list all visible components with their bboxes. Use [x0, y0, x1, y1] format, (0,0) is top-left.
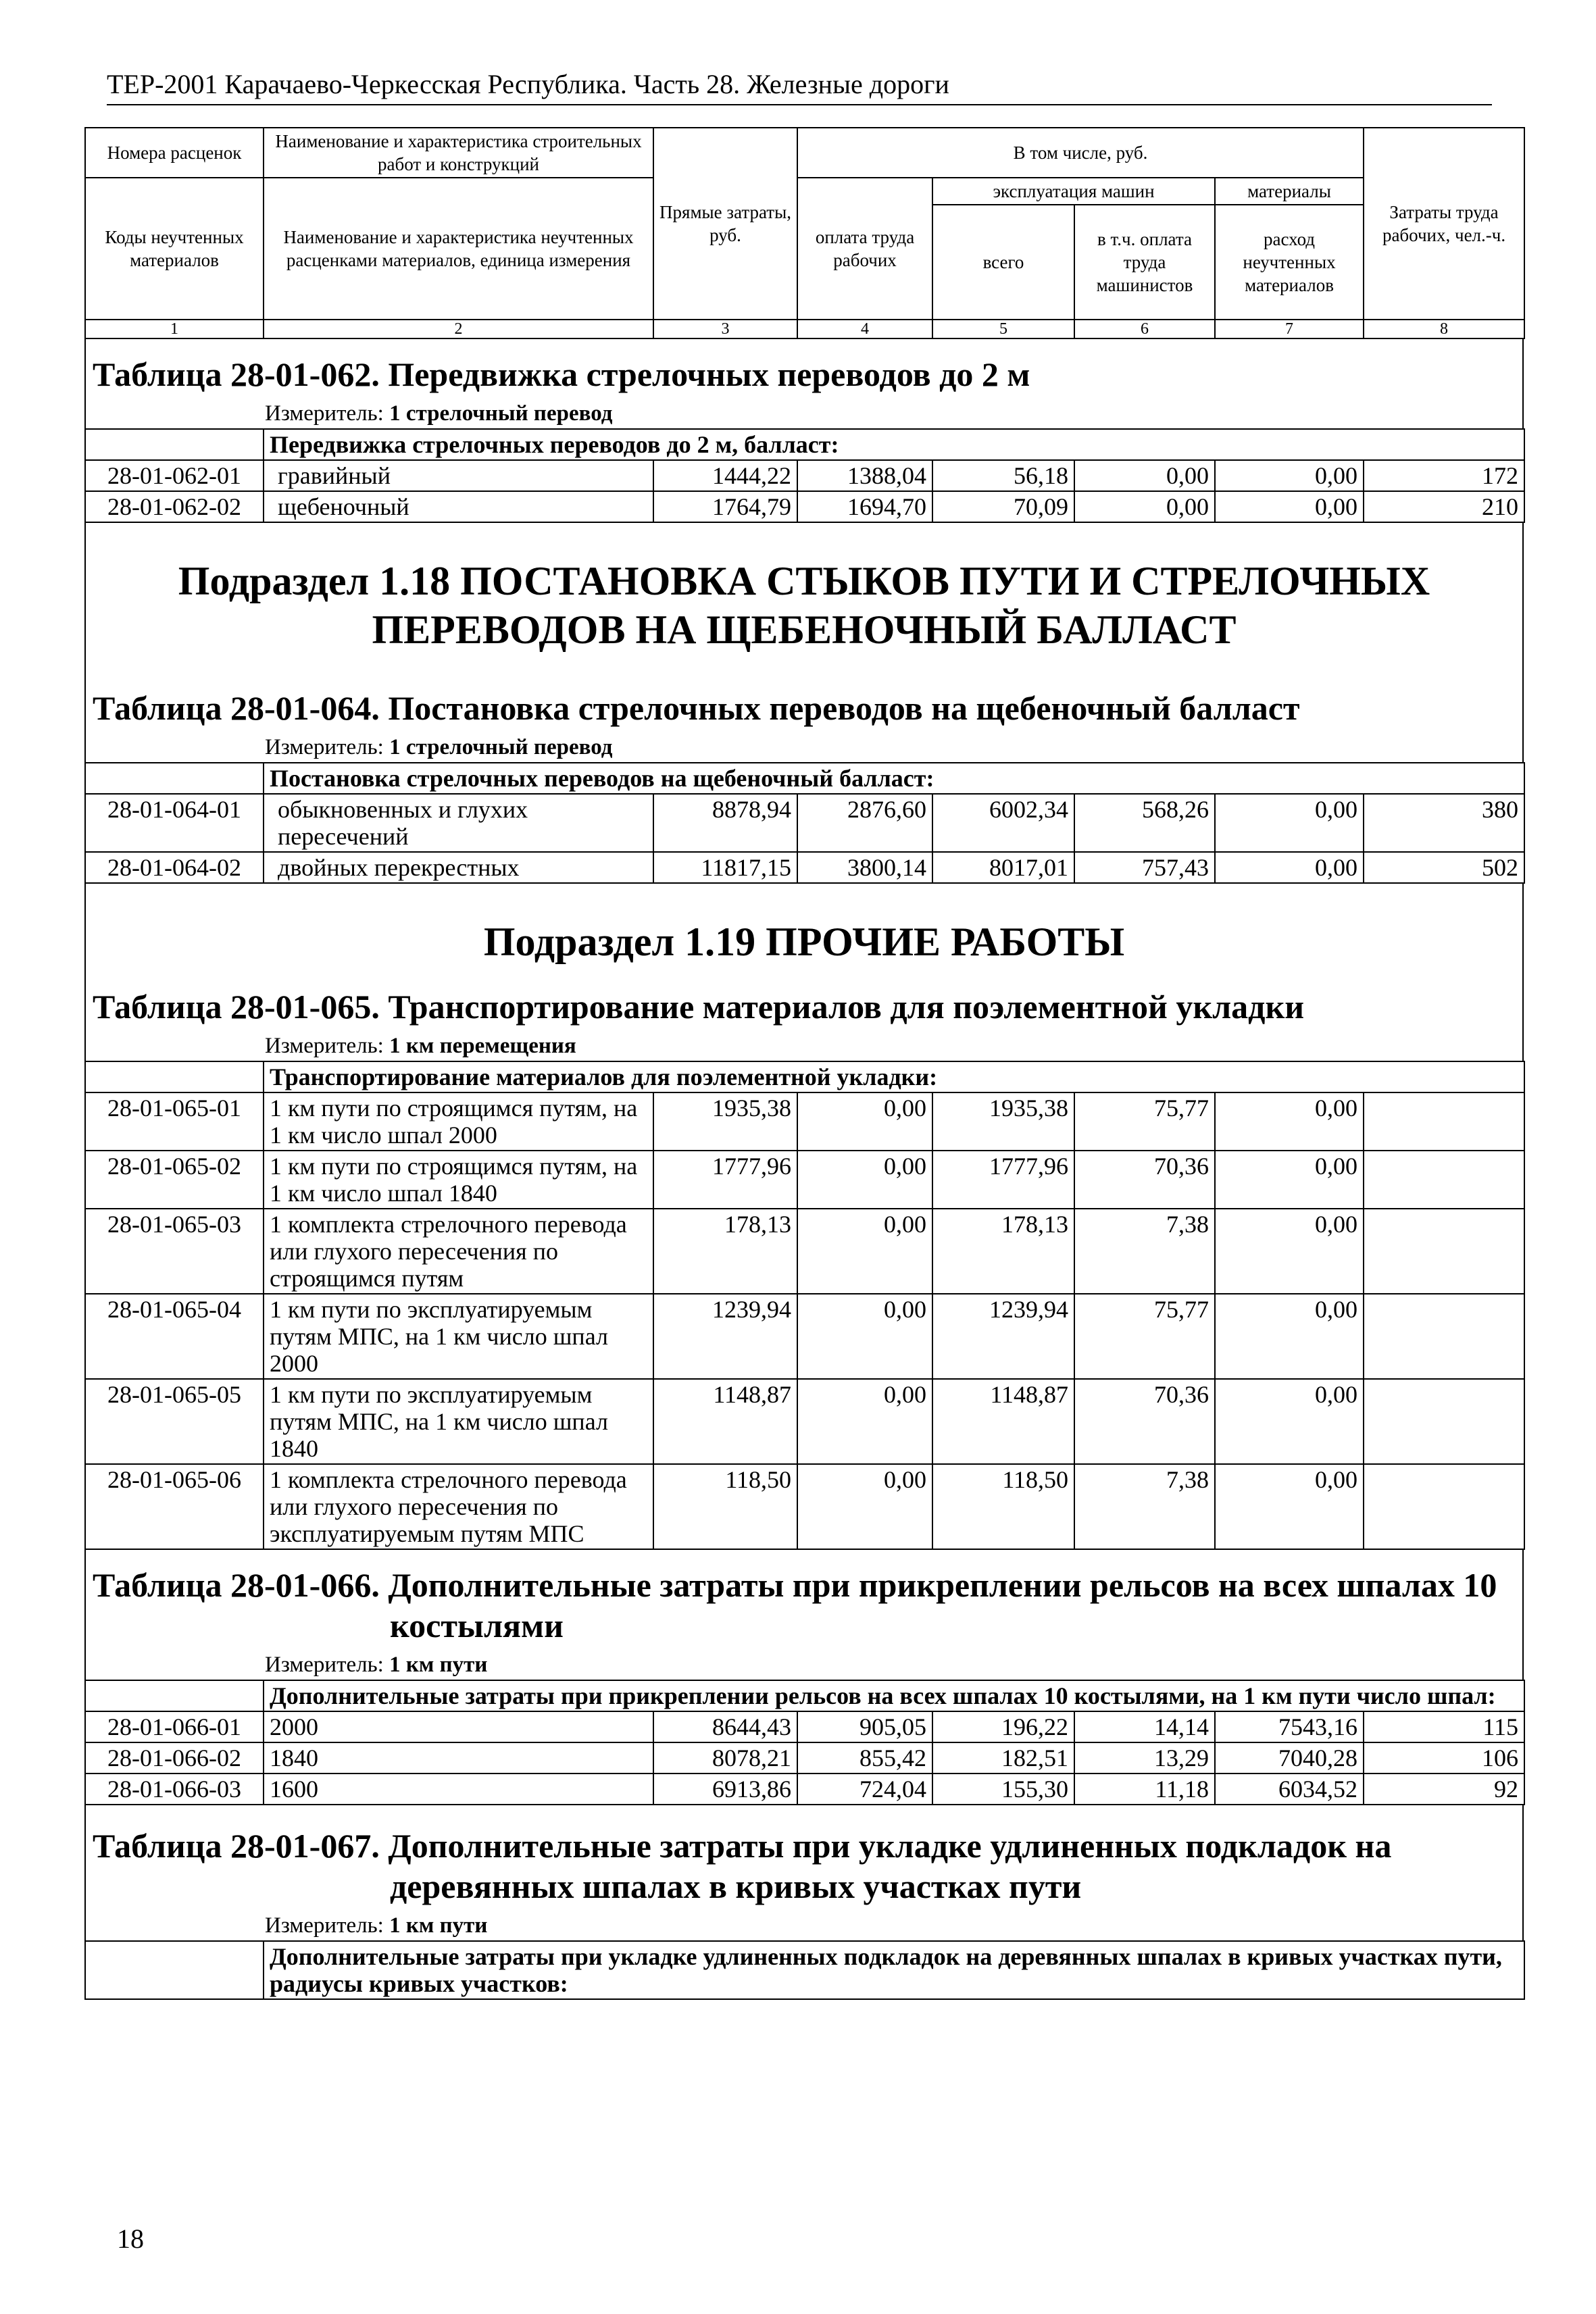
- row-mach-pay: 75,77: [1074, 1092, 1215, 1151]
- row-name: 1 км пути по строящимся путям, на 1 км число шпал 1840: [264, 1151, 653, 1209]
- row-mach-pay: 14,14: [1074, 1711, 1215, 1742]
- table-067-group: Дополнительные затраты при укладке удлиненных подкладок на деревянных шпалах в кривых участках пути, радиусы кривых участков:: [264, 1941, 1524, 1999]
- row-direct: 1148,87: [653, 1379, 797, 1464]
- row-labor: 172: [1364, 460, 1524, 491]
- measure-label: Измеритель:: [265, 1913, 384, 1938]
- row-code: 28-01-065-06: [85, 1464, 264, 1549]
- row-mat: 0,00: [1215, 852, 1364, 883]
- table-065: [84, 1061, 1525, 1550]
- row-labor: 380: [1364, 794, 1524, 852]
- row-code: 28-01-066-01: [85, 1711, 264, 1742]
- table-065-title: Таблица 28-01-065. Транспортирование материалов для поэлементной укладки: [93, 988, 1305, 1026]
- row-mach-pay: 568,26: [1074, 794, 1215, 852]
- row-code: 28-01-064-01: [85, 794, 264, 852]
- row-mach: 1777,96: [932, 1151, 1074, 1209]
- row-pay: 0,00: [797, 1379, 932, 1464]
- row-mat: 0,00: [1215, 1294, 1364, 1379]
- row-mat: 0,00: [1215, 1151, 1364, 1209]
- document-body: [84, 127, 1524, 2000]
- col-number: 4: [797, 320, 932, 338]
- row-code: 28-01-065-04: [85, 1294, 264, 1379]
- row-labor: 106: [1364, 1742, 1524, 1774]
- table-row: [85, 852, 1524, 883]
- row-name: 1840: [264, 1742, 653, 1774]
- table-row: [85, 1742, 1524, 1774]
- row-pay: 1388,04: [797, 460, 932, 491]
- table-066-block: [84, 1550, 1524, 1680]
- measure-value: 1 км перемещения: [389, 1034, 576, 1058]
- table-066-title: Таблица 28-01-066. Дополнительные затраты при прикреплении рельсов на всех шпалах 10 костылями: [93, 1566, 1497, 1644]
- row-direct: 118,50: [653, 1464, 797, 1549]
- table-064-measure: [86, 728, 1522, 762]
- col-codes-bottom: Коды неучтенных материалов: [85, 178, 264, 320]
- row-mach: 56,18: [932, 460, 1074, 491]
- row-mach-pay: 70,36: [1074, 1151, 1215, 1209]
- row-mach: 178,13: [932, 1209, 1074, 1294]
- table-row: [85, 1092, 1524, 1151]
- measure-value: 1 км пути: [389, 1653, 488, 1677]
- row-direct: 8644,43: [653, 1711, 797, 1742]
- row-labor: [1364, 1294, 1524, 1379]
- col-machines: эксплуатация машин: [932, 178, 1215, 205]
- row-labor: [1364, 1151, 1524, 1209]
- table-row: [85, 1464, 1524, 1549]
- row-mach: 155,30: [932, 1774, 1074, 1805]
- row-mach-pay: 13,29: [1074, 1742, 1215, 1774]
- row-labor: 210: [1364, 491, 1524, 522]
- measure-label: Измеритель:: [265, 401, 384, 426]
- row-direct: 11817,15: [653, 852, 797, 883]
- row-code: 28-01-065-03: [85, 1209, 264, 1294]
- row-labor: [1364, 1092, 1524, 1151]
- row-name: 1 км пути по строящимся путям, на 1 км число шпал 2000: [264, 1092, 653, 1151]
- table-065-group: Транспортирование материалов для поэлементной укладки:: [264, 1061, 1524, 1092]
- row-pay: 855,42: [797, 1742, 932, 1774]
- row-code: 28-01-064-02: [85, 852, 264, 883]
- row-labor: [1364, 1464, 1524, 1549]
- section-119-title: Подраздел 1.19 ПРОЧИЕ РАБОТЫ: [483, 920, 1125, 964]
- row-pay: 0,00: [797, 1464, 932, 1549]
- measure-label: Измеритель:: [265, 1653, 384, 1677]
- table-066-measure: [86, 1646, 1522, 1680]
- table-062-title: Таблица 28-01-062. Передвижка стрелочных переводов до 2 м: [93, 355, 1030, 393]
- measure-value: 1 стрелочный перевод: [389, 735, 613, 759]
- col-machines-total: всего: [932, 205, 1074, 320]
- row-code: 28-01-065-05: [85, 1379, 264, 1464]
- row-code: 28-01-066-02: [85, 1742, 264, 1774]
- col-labor-pay: оплата труда рабочих: [797, 178, 932, 320]
- row-mach: 1239,94: [932, 1294, 1074, 1379]
- row-mach-pay: 75,77: [1074, 1294, 1215, 1379]
- row-name: 1 км пути по эксплуатируемым путям МПС, на 1 км число шпал 1840: [264, 1379, 653, 1464]
- col-number: 6: [1074, 320, 1215, 338]
- table-062-group: Передвижка стрелочных переводов до 2 м, балласт:: [264, 429, 1524, 460]
- table-065-measure: [86, 1027, 1522, 1061]
- row-labor: 92: [1364, 1774, 1524, 1805]
- row-mat: 0,00: [1215, 1464, 1364, 1549]
- col-number: 3: [653, 320, 797, 338]
- row-mat: 0,00: [1215, 491, 1364, 522]
- row-direct: 8878,94: [653, 794, 797, 852]
- table-064: [84, 762, 1525, 884]
- measure-label: Измеритель:: [265, 735, 384, 759]
- table-067: [84, 1940, 1525, 2000]
- table-row: [85, 1151, 1524, 1209]
- measure-label: Измеритель:: [265, 1034, 384, 1058]
- row-mach-pay: 70,36: [1074, 1379, 1215, 1464]
- table-row: [85, 460, 1524, 491]
- col-labor-cost: Затраты труда рабочих, чел.-ч.: [1364, 128, 1524, 320]
- row-code: 28-01-065-01: [85, 1092, 264, 1151]
- col-number: 5: [932, 320, 1074, 338]
- row-mach: 1148,87: [932, 1379, 1074, 1464]
- row-direct: 1777,96: [653, 1151, 797, 1209]
- row-mach: 8017,01: [932, 852, 1074, 883]
- row-name: 2000: [264, 1711, 653, 1742]
- table-062-measure: [86, 395, 1522, 428]
- table-067-measure: [86, 1907, 1522, 1940]
- row-pay: 1694,70: [797, 491, 932, 522]
- table-064-group: Постановка стрелочных переводов на щебеночный балласт:: [264, 763, 1524, 794]
- row-pay: 0,00: [797, 1092, 932, 1151]
- row-mat: 0,00: [1215, 1209, 1364, 1294]
- row-mat: 7543,16: [1215, 1711, 1364, 1742]
- row-mat: 6034,52: [1215, 1774, 1364, 1805]
- row-mach-pay: 11,18: [1074, 1774, 1215, 1805]
- row-code: 28-01-062-01: [85, 460, 264, 491]
- table-067-block: [84, 1805, 1524, 1940]
- section-118-block: [84, 523, 1524, 762]
- col-direct: Прямые затраты, руб.: [653, 128, 797, 320]
- row-labor: [1364, 1379, 1524, 1464]
- section-119-block: [84, 884, 1524, 1061]
- col-number: 8: [1364, 320, 1524, 338]
- row-pay: 0,00: [797, 1209, 932, 1294]
- row-name: обыкновенных и глухих пересечений: [264, 794, 653, 852]
- row-mach-pay: 7,38: [1074, 1464, 1215, 1549]
- column-header-table: [84, 127, 1525, 339]
- row-direct: 1444,22: [653, 460, 797, 491]
- row-pay: 0,00: [797, 1151, 932, 1209]
- row-name: 1 комплекта стрелочного перевода или глухого пересечения по строящимся путям: [264, 1209, 653, 1294]
- table-row: [85, 1711, 1524, 1742]
- row-mach-pay: 0,00: [1074, 460, 1215, 491]
- table-066: [84, 1680, 1525, 1805]
- row-mach: 182,51: [932, 1742, 1074, 1774]
- row-mach: 118,50: [932, 1464, 1074, 1549]
- table-066-group: Дополнительные затраты при прикреплении рельсов на всех шпалах 10 костылями, на 1 км пути число шпал:: [264, 1680, 1524, 1711]
- col-materials-unaccounted: расход неучтенных материалов: [1215, 205, 1364, 320]
- table-row: [85, 1294, 1524, 1379]
- table-062-block: [84, 339, 1524, 428]
- row-code: 28-01-066-03: [85, 1774, 264, 1805]
- row-mach: 196,22: [932, 1711, 1074, 1742]
- row-mat: 0,00: [1215, 794, 1364, 852]
- section-118-title: Подраздел 1.18 ПОСТАНОВКА СТЫКОВ ПУТИ И СТРЕЛОЧНЫХ ПЕРЕВОДОВ НА ЩЕБЕНОЧНЫЙ БАЛЛАСТ: [178, 559, 1430, 652]
- row-mach: 1935,38: [932, 1092, 1074, 1151]
- row-pay: 905,05: [797, 1711, 932, 1742]
- row-pay: 2876,60: [797, 794, 932, 852]
- row-mat: 0,00: [1215, 1379, 1364, 1464]
- col-number: 2: [264, 320, 653, 338]
- table-row: [85, 1209, 1524, 1294]
- row-labor: 502: [1364, 852, 1524, 883]
- row-name: гравийный: [264, 460, 653, 491]
- row-code: 28-01-065-02: [85, 1151, 264, 1209]
- col-machines-incl: в т.ч. оплата труда машинистов: [1074, 205, 1215, 320]
- measure-value: 1 км пути: [389, 1913, 488, 1938]
- col-materials: материалы: [1215, 178, 1364, 205]
- row-direct: 1935,38: [653, 1092, 797, 1151]
- row-pay: 0,00: [797, 1294, 932, 1379]
- row-mach: 6002,34: [932, 794, 1074, 852]
- row-mat: 0,00: [1215, 460, 1364, 491]
- page-number: 18: [117, 2223, 144, 2254]
- table-row: [85, 794, 1524, 852]
- row-mach-pay: 7,38: [1074, 1209, 1215, 1294]
- table-row: [85, 1774, 1524, 1805]
- row-mach-pay: 757,43: [1074, 852, 1215, 883]
- row-pay: 724,04: [797, 1774, 932, 1805]
- row-mach-pay: 0,00: [1074, 491, 1215, 522]
- row-direct: 1764,79: [653, 491, 797, 522]
- row-direct: 8078,21: [653, 1742, 797, 1774]
- col-incl: В том числе, руб.: [797, 128, 1364, 178]
- row-name: двойных перекрестных: [264, 852, 653, 883]
- row-name: 1 км пути по эксплуатируемым путям МПС, на 1 км число шпал 2000: [264, 1294, 653, 1379]
- row-direct: 6913,86: [653, 1774, 797, 1805]
- row-mach: 70,09: [932, 491, 1074, 522]
- row-direct: 178,13: [653, 1209, 797, 1294]
- row-name: 1 комплекта стрелочного перевода или глухого пересечения по эксплуатируемым путям МПС: [264, 1464, 653, 1549]
- row-pay: 3800,14: [797, 852, 932, 883]
- col-number: 1: [85, 320, 264, 338]
- row-direct: 1239,94: [653, 1294, 797, 1379]
- row-mat: 0,00: [1215, 1092, 1364, 1151]
- row-labor: [1364, 1209, 1524, 1294]
- row-labor: 115: [1364, 1711, 1524, 1742]
- measure-value: 1 стрелочный перевод: [389, 401, 613, 426]
- table-067-title: Таблица 28-01-067. Дополнительные затраты при укладке удлиненных подкладок на деревянных шпалах в кривых участках пути: [93, 1827, 1392, 1905]
- row-name: 1600: [264, 1774, 653, 1805]
- table-row: [85, 1379, 1524, 1464]
- col-name-top: Наименование и характеристика строительных работ и конструкций: [264, 128, 653, 178]
- table-062: [84, 428, 1525, 523]
- row-name: щебеночный: [264, 491, 653, 522]
- table-row: [85, 491, 1524, 522]
- table-064-title: Таблица 28-01-064. Постановка стрелочных переводов на щебеночный балласт: [93, 689, 1300, 727]
- row-code: 28-01-062-02: [85, 491, 264, 522]
- col-number: 7: [1215, 320, 1364, 338]
- col-name-bottom: Наименование и характеристика неучтенных расценками материалов, единица измерения: [264, 178, 653, 320]
- page-header: ТЕР-2001 Карачаево-Черкесская Республика. Часть 28. Железные дороги: [107, 68, 1492, 105]
- col-codes-top: Номера расценок: [85, 128, 264, 178]
- row-mat: 7040,28: [1215, 1742, 1364, 1774]
